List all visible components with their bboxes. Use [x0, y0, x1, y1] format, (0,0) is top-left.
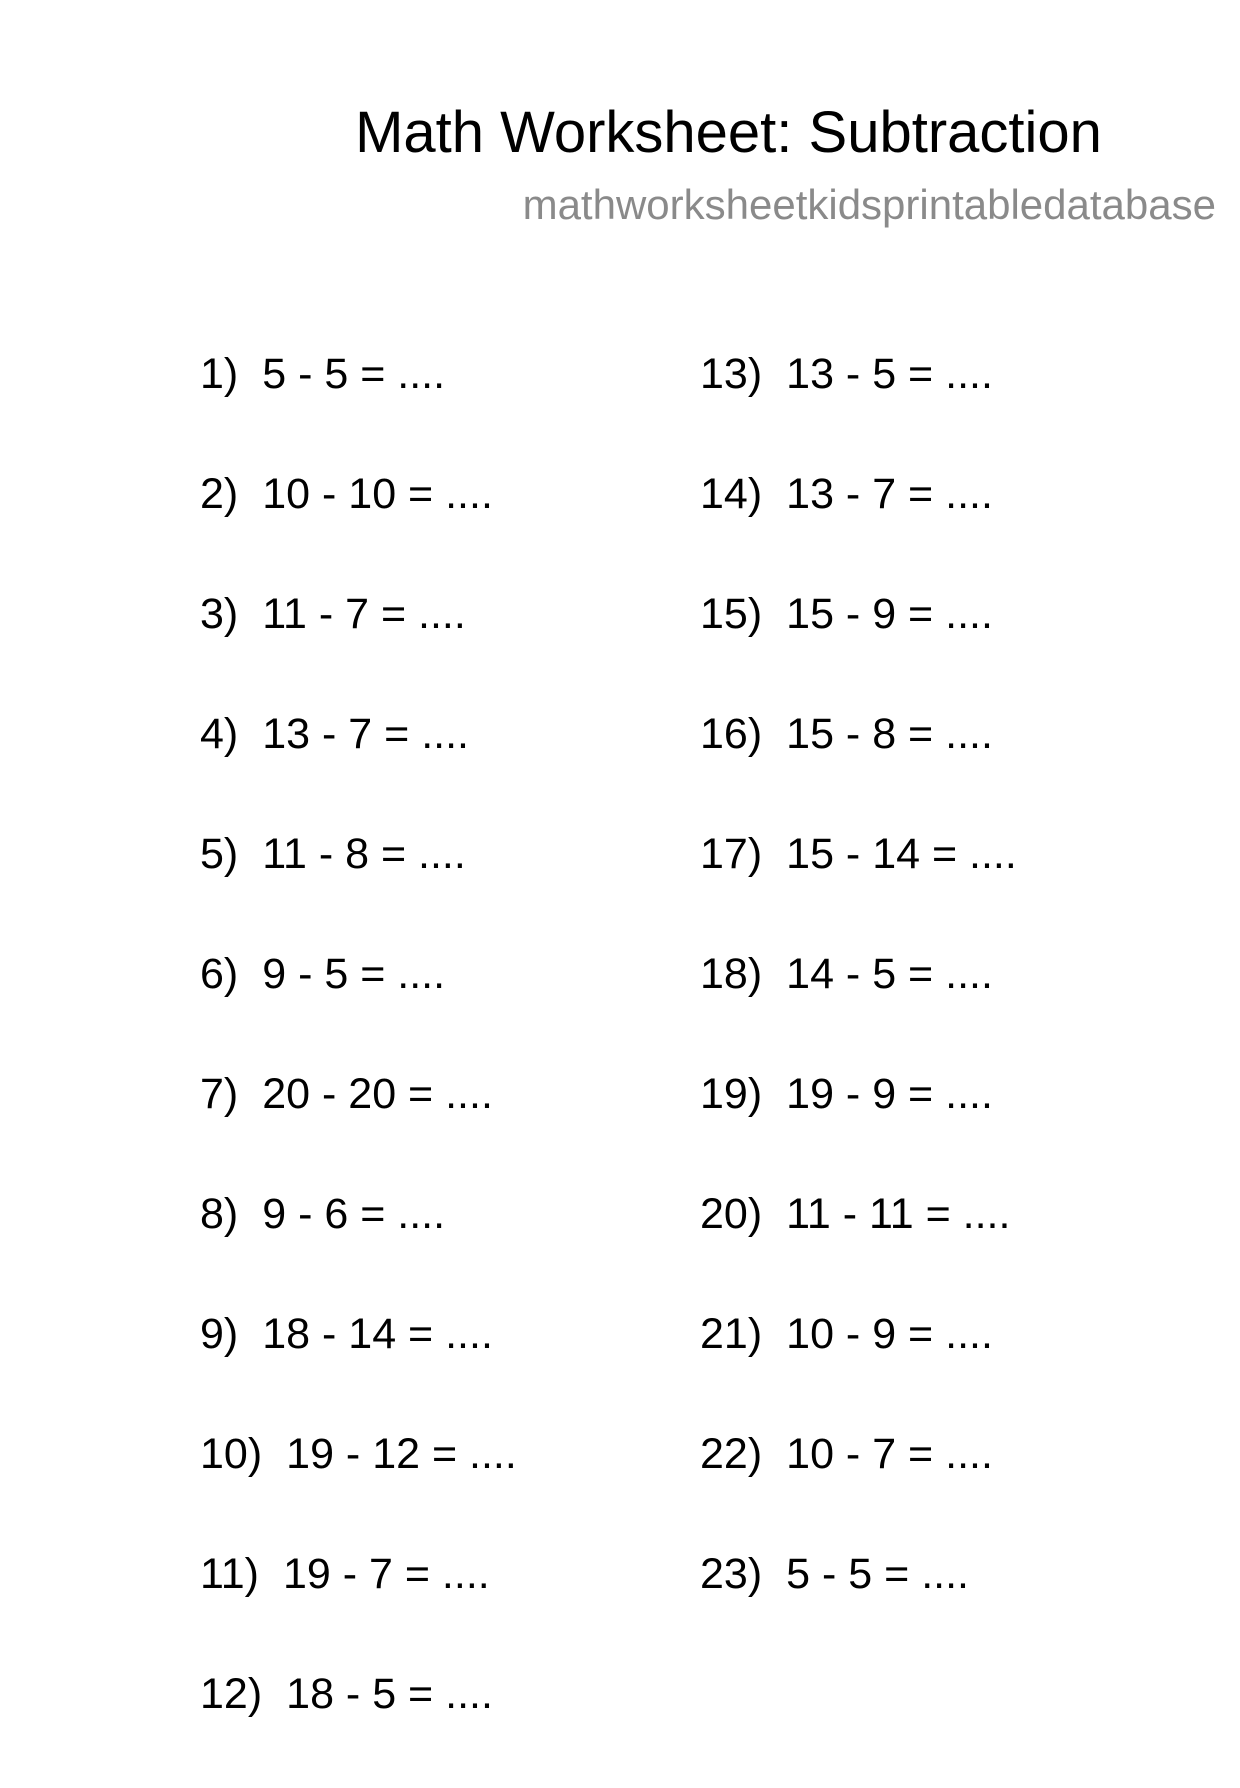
problem-item [700, 1188, 1017, 1308]
problem-number: 18) [700, 950, 763, 998]
worksheet-title: Math Worksheet: Subtraction [355, 100, 1102, 165]
problem-number: 23) [700, 1550, 763, 1598]
problem-expression: 11 - 8 = .... [262, 830, 466, 878]
problem-number: 20) [700, 1190, 763, 1238]
problem-expression: 10 - 7 = .... [786, 1430, 993, 1478]
problem-number: 16) [700, 710, 763, 758]
problem-item [200, 948, 517, 1068]
problem-number: 10) [200, 1430, 263, 1478]
worksheet-source: mathworksheetkidsprintabledatabase [522, 181, 1216, 228]
problem-expression: 9 - 5 = .... [262, 950, 446, 998]
problem-item [700, 468, 1017, 588]
problem-item [700, 948, 1017, 1068]
problem-item [700, 1308, 1017, 1428]
problem-expression: 14 - 5 = .... [786, 950, 993, 998]
problem-expression: 9 - 6 = .... [262, 1190, 446, 1238]
problem-item [700, 588, 1017, 708]
problem-item [700, 1548, 1017, 1668]
problem-expression: 20 - 20 = .... [262, 1070, 493, 1118]
problem-expression: 19 - 12 = .... [286, 1430, 517, 1478]
problem-number: 21) [700, 1310, 763, 1358]
problem-item [200, 468, 517, 588]
problem-expression: 5 - 5 = .... [786, 1550, 969, 1598]
problem-expression: 15 - 14 = .... [786, 830, 1017, 878]
problem-number: 22) [700, 1430, 763, 1478]
problem-expression: 11 - 11 = .... [786, 1190, 1011, 1238]
problem-item [200, 708, 517, 828]
problem-expression: 15 - 9 = .... [786, 590, 993, 638]
problem-number: 14) [700, 470, 763, 518]
problem-number: 17) [700, 830, 763, 878]
problem-item [700, 828, 1017, 948]
problem-number: 15) [700, 590, 763, 638]
problem-expression: 13 - 7 = .... [786, 470, 993, 518]
problem-number: 6) [200, 950, 239, 998]
problem-item [200, 348, 517, 468]
problem-item [700, 348, 1017, 468]
problem-item [700, 1428, 1017, 1548]
problem-expression: 18 - 14 = .... [262, 1310, 493, 1358]
problem-expression: 15 - 8 = .... [786, 710, 993, 758]
problem-item [200, 828, 517, 948]
problem-column-left [200, 348, 517, 1788]
problem-number: 1) [200, 350, 239, 398]
problem-expression: 10 - 10 = .... [262, 470, 493, 518]
problem-item [200, 1428, 517, 1548]
problem-number: 2) [200, 470, 239, 518]
problem-number: 7) [200, 1070, 239, 1118]
problem-item [700, 1068, 1017, 1188]
problem-column-right [700, 348, 1017, 1668]
problem-expression: 5 - 5 = .... [262, 350, 446, 398]
problem-expression: 19 - 9 = .... [786, 1070, 993, 1118]
problem-number: 9) [200, 1310, 239, 1358]
problem-expression: 11 - 7 = .... [262, 590, 466, 638]
problem-number: 3) [200, 590, 239, 638]
problem-item [200, 1188, 517, 1308]
problem-expression: 18 - 5 = .... [286, 1670, 493, 1718]
problem-number: 5) [200, 830, 239, 878]
problem-number: 13) [700, 350, 763, 398]
problem-number: 19) [700, 1070, 763, 1118]
problem-expression: 13 - 5 = .... [786, 350, 993, 398]
problem-item [200, 588, 517, 708]
problem-expression: 10 - 9 = .... [786, 1310, 993, 1358]
problem-expression: 19 - 7 = .... [282, 1550, 490, 1598]
problem-number: 4) [200, 710, 239, 758]
problem-number: 8) [200, 1190, 239, 1238]
problem-item [200, 1068, 517, 1188]
problem-item [200, 1668, 517, 1788]
problem-expression: 13 - 7 = .... [262, 710, 469, 758]
problem-item [700, 708, 1017, 828]
problem-number: 12) [200, 1670, 263, 1718]
problem-item [200, 1308, 517, 1428]
problem-item [200, 1548, 517, 1668]
problem-number: 11) [200, 1550, 259, 1598]
